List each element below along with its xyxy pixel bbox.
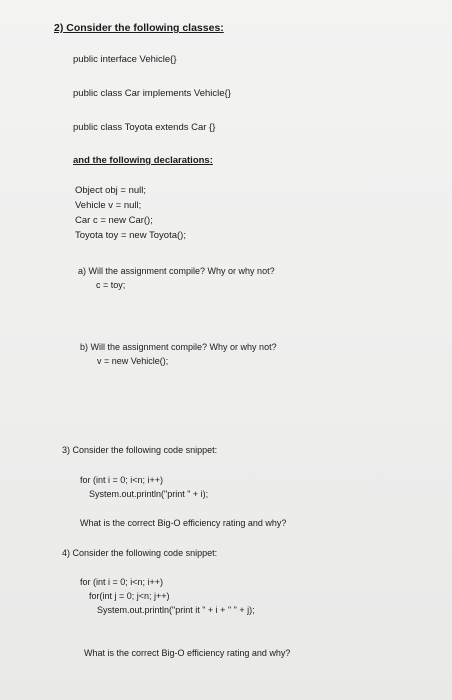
declaration-line: Toyota toy = new Toyota(); (75, 230, 186, 241)
q3-code-line: System.out.println("print " + i); (89, 489, 209, 499)
q4-question: What is the correct Big-O efficiency rating and why? (84, 648, 291, 658)
class-line-vehicle: public interface Vehicle{} (73, 54, 177, 65)
question-2-heading: 2) Consider the following classes: (54, 22, 224, 34)
q4-code-line: for (int i = 0; i<n; i++) (80, 577, 164, 587)
q3-code-line: for (int i = 0; i<n; i++) (80, 475, 164, 485)
class-line-toyota: public class Toyota extends Car {} (73, 122, 216, 133)
q4-code-line: System.out.println("print it " + i + " " + j); (97, 605, 255, 615)
question-4-heading: 4) Consider the following code snippet: (62, 548, 218, 558)
declaration-line: Object obj = null; (75, 185, 147, 196)
q4-code-line: for(int j = 0; j<n; j++) (89, 591, 170, 601)
part-a-question: a) Will the assignment compile? Why or why not? (78, 266, 275, 276)
declaration-line: Car c = new Car(); (75, 215, 153, 226)
part-a-code: c = toy; (96, 280, 126, 290)
class-line-car: public class Car implements Vehicle{} (73, 88, 231, 99)
declarations-heading: and the following declarations: (73, 155, 213, 166)
part-b-code: v = new Vehicle(); (97, 356, 169, 366)
question-3-heading: 3) Consider the following code snippet: (62, 445, 218, 455)
q3-question: What is the correct Big-O efficiency rating and why? (80, 518, 287, 528)
declaration-line: Vehicle v = null; (75, 200, 142, 211)
part-b-question: b) Will the assignment compile? Why or why not? (80, 342, 277, 352)
